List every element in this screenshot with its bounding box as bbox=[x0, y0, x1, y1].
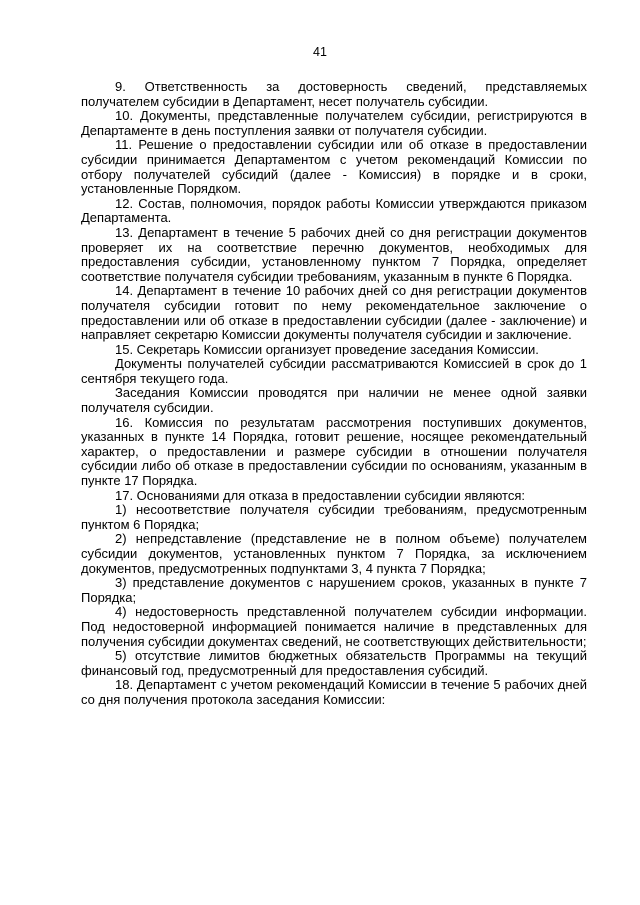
paragraph-11: 11. Решение о предоставлении субсидии или об отказе в предоставлении субсидии принимается Департаментом с учетом рекомендаций Комиссии по отбору получателей субсидий (далее - Комиссия) в порядке и в сроки, установленные Порядком. bbox=[81, 137, 587, 197]
paragraph-18: 18. Департамент с учетом рекомендаций Комиссии в течение 5 рабочих дней со дня получения протокола заседания Комиссии: bbox=[81, 677, 587, 707]
paragraph-14: 14. Департамент в течение 10 рабочих дней со дня регистрации документов получателя субсидии готовит по нему рекомендательное заключение о предоставлении или об отказе в предоставлении субсидии (далее - заключение) и направляет секретарю Комиссии документы получателя субсидии и заключение. bbox=[81, 283, 587, 343]
paragraph-17-item-2: 2) непредставление (представление не в полном объеме) получателем субсидии документов, установленных пунктом 7 Порядка, за исключением документов, предусмотренных подпунктами 3, 4 пункта 7 Порядка; bbox=[81, 531, 587, 576]
paragraph-12: 12. Состав, полномочия, порядок работы Комиссии утверждаются приказом Департамента. bbox=[81, 195, 587, 226]
page-number: 41 bbox=[313, 45, 327, 59]
paragraph-9: 9. Ответственность за достоверность сведений, представляемых получателем субсидии в Департамент, несет получатель субсидии. bbox=[81, 79, 587, 109]
paragraph-15-deadline: Документы получателей субсидии рассматриваются Комиссией в срок до 1 сентября текущего года. bbox=[81, 356, 587, 386]
paragraph-13: 13. Департамент в течение 5 рабочих дней со дня регистрации документов проверяет их на соответствие перечню документов, необходимых для предоставления субсидии, установленному пунктом 7 Порядка, определяет соответствие получателя субсидии требованиям, указанным в пункте 6 Порядка. bbox=[81, 224, 587, 284]
paragraph-17-item-1: 1) несоответствие получателя субсидии требованиям, предусмотренным пунктом 6 Порядка; bbox=[81, 502, 587, 532]
paragraph-17: 17. Основаниями для отказа в предоставлении субсидии являются: bbox=[115, 487, 526, 503]
paragraph-10: 10. Документы, представленные получателем субсидии, регистрируются в Департаменте в день поступления заявки от получателя субсидии. bbox=[81, 108, 587, 138]
paragraph-17-item-5: 5) отсутствие лимитов бюджетных обязательств Программы на текущий финансовый год, предусмотренный для предоставления субсидий. bbox=[81, 648, 587, 678]
paragraph-17-item-4: 4) недостоверность представленной получателем субсидии информации. Под недостоверной информацией понимается наличие в представленных для получения субсидии документах сведений, не соответствующих действительности; bbox=[81, 604, 587, 649]
paragraph-17-item-3: 3) представление документов с нарушением сроков, указанных в пункте 7 Порядка; bbox=[81, 575, 587, 605]
paragraph-15: 15. Секретарь Комиссии организует проведение заседания Комиссии. bbox=[115, 341, 539, 357]
document-body bbox=[81, 80, 587, 708]
paragraph-15-quorum: Заседания Комиссии проводятся при наличии не менее одной заявки получателя субсидии. bbox=[81, 385, 587, 416]
paragraph-16: 16. Комиссия по результатам рассмотрения поступивших документов, указанных в пункте 14 Порядка, готовит решение, носящее рекомендательный характер, о предоставлении и размере субсидии в отношении получателя субсидии либо об отказе в предоставлении субсидии по основаниям, указанным в пункте 17 Порядка. bbox=[81, 414, 587, 489]
